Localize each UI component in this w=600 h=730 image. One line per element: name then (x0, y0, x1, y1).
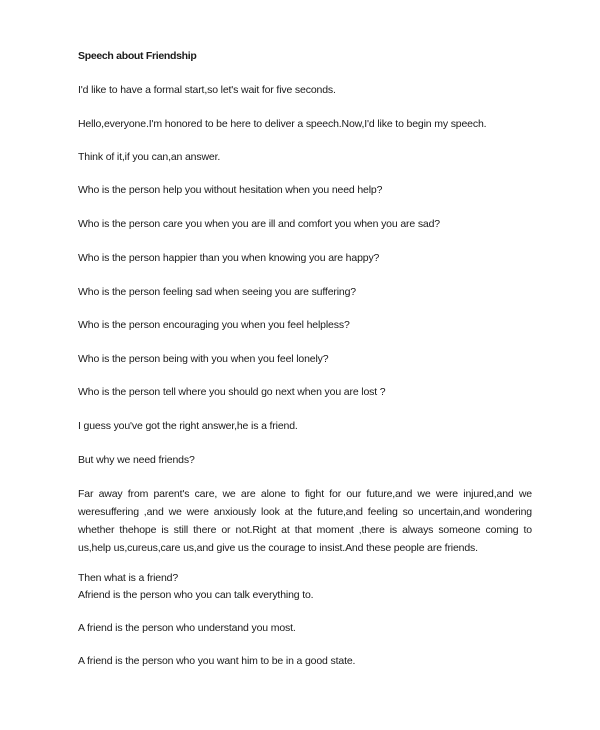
paragraph-question-help: Who is the person help you without hesitation when you need help? (78, 184, 383, 196)
what-is-friend-answer: Afriend is the person who you can talk everything to. (78, 589, 314, 601)
what-is-friend-question: Then what is a friend? (78, 572, 179, 584)
paragraph-question-lonely: Who is the person being with you when you feel lonely? (78, 353, 329, 365)
paragraph-think: Think of it,if you can,an answer. (78, 151, 221, 163)
paragraph-why: But why we need friends? (78, 454, 195, 466)
paragraph-opening: I'd like to have a formal start,so let's wait for five seconds. (78, 84, 336, 96)
paragraph-friend-good-state: A friend is the person who you want him to be in a good state. (78, 655, 356, 667)
paragraph-what-is-friend (78, 570, 313, 604)
paragraph-answer: I guess you've got the right answer,he is a friend. (78, 420, 298, 432)
paragraph-far-away: Far away from parent's care, we are alone to fight for our future,and we were injured,and we weresuffering ,and we were anxiously look at the future,and feeling so uncertain,and wondering whether thehope is still there or not.Right at that moment ,there is always someone coming to us,help us,cureus,care us,and give us the courage to insist.And these people are friends. (78, 488, 532, 554)
paragraph-question-sad: Who is the person feeling sad when seeing you are suffering? (78, 286, 356, 298)
paragraph-question-helpless: Who is the person encouraging you when you feel helpless? (78, 319, 350, 331)
paragraph-question-lost: Who is the person tell where you should go next when you are lost ? (78, 386, 386, 398)
paragraph-friend-understand: A friend is the person who understand you most. (78, 622, 296, 634)
document-title: Speech about Friendship (78, 50, 197, 62)
paragraph-question-care: Who is the person care you when you are ill and comfort you when you are sad? (78, 218, 440, 230)
paragraph-question-happy: Who is the person happier than you when knowing you are happy? (78, 252, 380, 264)
paragraph-greeting: Hello,everyone.I'm honored to be here to deliver a speech.Now,I'd like to begin my speech. (78, 118, 487, 130)
